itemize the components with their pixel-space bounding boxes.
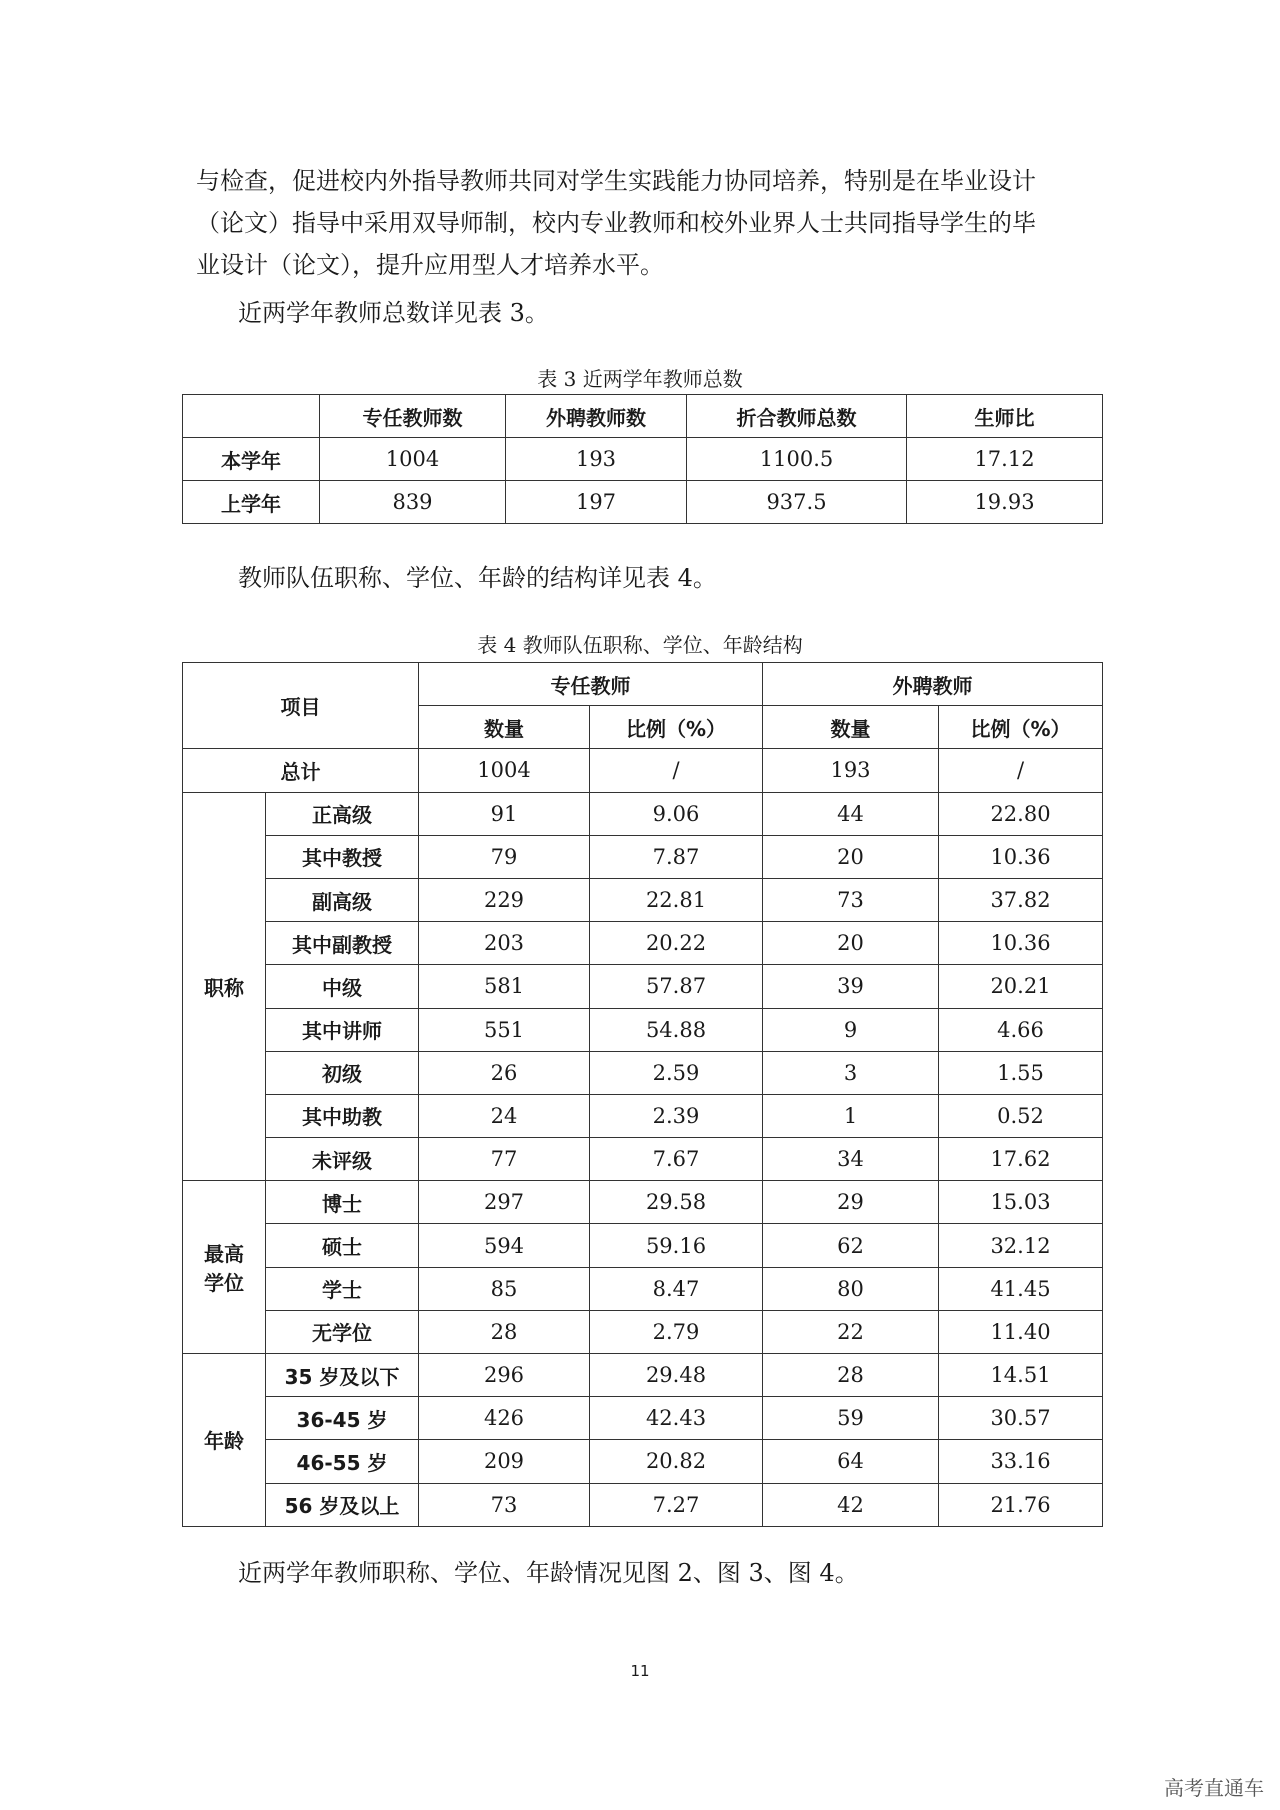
table4-body bbox=[183, 663, 1103, 1527]
table-cell: 9 bbox=[763, 1008, 939, 1051]
table-cell: 20 bbox=[763, 835, 939, 878]
page-number: 11 bbox=[630, 1662, 650, 1680]
table-cell: 54.88 bbox=[590, 1008, 763, 1051]
section-label-line: 学位 bbox=[204, 1271, 244, 1296]
item-header: 项目 bbox=[183, 663, 419, 749]
teacher-structure-table bbox=[182, 662, 1103, 1527]
table-cell: 7.27 bbox=[590, 1483, 763, 1526]
table-row bbox=[183, 792, 1103, 835]
table-cell: 28 bbox=[419, 1310, 590, 1353]
table-cell: 10.36 bbox=[939, 922, 1103, 965]
table-row bbox=[183, 922, 1103, 965]
table-cell: / bbox=[590, 749, 763, 792]
table-cell: 9.06 bbox=[590, 792, 763, 835]
table-cell: 62 bbox=[763, 1224, 939, 1267]
table-row bbox=[183, 1354, 1103, 1397]
count-header: 数量 bbox=[419, 706, 590, 749]
table-cell: 64 bbox=[763, 1440, 939, 1483]
table-cell: 1004 bbox=[320, 438, 506, 481]
table-cell: 59 bbox=[763, 1397, 939, 1440]
row-label: 副高级 bbox=[266, 878, 419, 921]
table-cell: 42 bbox=[763, 1483, 939, 1526]
table-cell: 229 bbox=[419, 878, 590, 921]
fulltime-header: 专任教师 bbox=[419, 663, 763, 706]
table-cell: 581 bbox=[419, 965, 590, 1008]
row-label: 其中教授 bbox=[266, 835, 419, 878]
table-cell: 594 bbox=[419, 1224, 590, 1267]
table-cell: 2.79 bbox=[590, 1310, 763, 1353]
table-row bbox=[183, 878, 1103, 921]
row-label: 未评级 bbox=[266, 1138, 419, 1181]
table-cell: 79 bbox=[419, 835, 590, 878]
table-cell: 10.36 bbox=[939, 835, 1103, 878]
total-row bbox=[183, 749, 1103, 792]
table-cell: 91 bbox=[419, 792, 590, 835]
row-label: 硕士 bbox=[266, 1224, 419, 1267]
table3-header-cell: 专任教师数 bbox=[320, 395, 506, 438]
table3-header-cell: 外聘教师数 bbox=[506, 395, 687, 438]
intro-line-1: 与检查，促进校内外指导教师共同对学生实践能力协同培养，特别是在毕业设计 bbox=[196, 167, 1036, 195]
row-label: 正高级 bbox=[266, 792, 419, 835]
table-cell: 29.48 bbox=[590, 1354, 763, 1397]
table-row bbox=[183, 1483, 1103, 1526]
table-cell: 73 bbox=[419, 1483, 590, 1526]
table-cell: 209 bbox=[419, 1440, 590, 1483]
teacher-total-table bbox=[182, 394, 1103, 524]
row-label: 36-45 岁 bbox=[266, 1397, 419, 1440]
table-cell: 7.67 bbox=[590, 1138, 763, 1181]
table-cell: 197 bbox=[506, 481, 687, 524]
table-cell: 17.12 bbox=[907, 438, 1103, 481]
table-cell: 39 bbox=[763, 965, 939, 1008]
table3-header-cell: 折合教师总数 bbox=[687, 395, 907, 438]
table-row bbox=[183, 1051, 1103, 1094]
table-row bbox=[183, 1094, 1103, 1137]
table-cell: 30.57 bbox=[939, 1397, 1103, 1440]
table-cell: 19.93 bbox=[907, 481, 1103, 524]
table-cell: 193 bbox=[763, 749, 939, 792]
table-cell: 22.80 bbox=[939, 792, 1103, 835]
row-label: 无学位 bbox=[266, 1310, 419, 1353]
table-cell: 32.12 bbox=[939, 1224, 1103, 1267]
table-cell: 15.03 bbox=[939, 1181, 1103, 1224]
table-row bbox=[183, 1310, 1103, 1353]
table-row bbox=[183, 1440, 1103, 1483]
row-label: 博士 bbox=[266, 1181, 419, 1224]
section-label: 年龄 bbox=[183, 1354, 266, 1527]
table-cell: / bbox=[939, 749, 1103, 792]
table3-caption: 表 3 近两学年教师总数 bbox=[537, 367, 743, 391]
row-label: 学士 bbox=[266, 1267, 419, 1310]
ratio-header: 比例（%） bbox=[590, 706, 763, 749]
table-row bbox=[183, 1397, 1103, 1440]
table4-reference: 教师队伍职称、学位、年龄的结构详见表 4。 bbox=[238, 564, 717, 592]
table-cell: 59.16 bbox=[590, 1224, 763, 1267]
table-cell: 33.16 bbox=[939, 1440, 1103, 1483]
table-cell: 20.22 bbox=[590, 922, 763, 965]
figure-reference: 近两学年教师职称、学位、年龄情况见图 2、图 3、图 4。 bbox=[238, 1559, 859, 1587]
table-cell: 839 bbox=[320, 481, 506, 524]
table-cell: 22 bbox=[763, 1310, 939, 1353]
row-label: 初级 bbox=[266, 1051, 419, 1094]
table3-header-cell bbox=[183, 395, 320, 438]
row-label: 其中副教授 bbox=[266, 922, 419, 965]
table-row bbox=[183, 1267, 1103, 1310]
table-cell: 42.43 bbox=[590, 1397, 763, 1440]
table-cell: 28 bbox=[763, 1354, 939, 1397]
table-row bbox=[183, 481, 1103, 524]
table-cell: 193 bbox=[506, 438, 687, 481]
table-cell: 20.82 bbox=[590, 1440, 763, 1483]
row-label: 其中助教 bbox=[266, 1094, 419, 1137]
table-row bbox=[183, 1181, 1103, 1224]
table-cell: 44 bbox=[763, 792, 939, 835]
table-cell: 8.47 bbox=[590, 1267, 763, 1310]
section-label-line: 最高 bbox=[204, 1242, 244, 1267]
table-cell: 14.51 bbox=[939, 1354, 1103, 1397]
table4-header-row bbox=[183, 663, 1103, 706]
table-cell: 57.87 bbox=[590, 965, 763, 1008]
table-row bbox=[183, 835, 1103, 878]
table-cell: 3 bbox=[763, 1051, 939, 1094]
table-cell: 11.40 bbox=[939, 1310, 1103, 1353]
table-cell: 7.87 bbox=[590, 835, 763, 878]
table-cell: 80 bbox=[763, 1267, 939, 1310]
table-row bbox=[183, 438, 1103, 481]
watermark: 高考直通车 bbox=[1164, 1776, 1264, 1800]
table-cell: 26 bbox=[419, 1051, 590, 1094]
table-cell: 2.39 bbox=[590, 1094, 763, 1137]
table-row bbox=[183, 1008, 1103, 1051]
table-cell: 426 bbox=[419, 1397, 590, 1440]
table-cell: 297 bbox=[419, 1181, 590, 1224]
table-cell: 1.55 bbox=[939, 1051, 1103, 1094]
row-label: 上学年 bbox=[183, 481, 320, 524]
table-cell: 0.52 bbox=[939, 1094, 1103, 1137]
table-cell: 41.45 bbox=[939, 1267, 1103, 1310]
table-cell: 203 bbox=[419, 922, 590, 965]
row-label: 35 岁及以下 bbox=[266, 1354, 419, 1397]
row-label: 本学年 bbox=[183, 438, 320, 481]
table-cell: 1 bbox=[763, 1094, 939, 1137]
table-cell: 296 bbox=[419, 1354, 590, 1397]
intro-line-3: 业设计（论文），提升应用型人才培养水平。 bbox=[196, 251, 664, 279]
intro-paragraph bbox=[196, 160, 1096, 286]
table-cell: 29 bbox=[763, 1181, 939, 1224]
table-cell: 17.62 bbox=[939, 1138, 1103, 1181]
table-cell: 22.81 bbox=[590, 878, 763, 921]
intro-line-2: （论文）指导中采用双导师制，校内专业教师和校外业界人士共同指导学生的毕 bbox=[196, 209, 1036, 237]
row-label: 其中讲师 bbox=[266, 1008, 419, 1051]
row-label: 中级 bbox=[266, 965, 419, 1008]
section-label: 职称 bbox=[183, 792, 266, 1181]
table-cell: 937.5 bbox=[687, 481, 907, 524]
count-header: 数量 bbox=[763, 706, 939, 749]
table-cell: 20.21 bbox=[939, 965, 1103, 1008]
table-row bbox=[183, 1224, 1103, 1267]
table-row bbox=[183, 1138, 1103, 1181]
table-cell: 77 bbox=[419, 1138, 590, 1181]
table4-caption: 表 4 教师队伍职称、学位、年龄结构 bbox=[477, 633, 803, 657]
external-header: 外聘教师 bbox=[763, 663, 1103, 706]
table3-reference: 近两学年教师总数详见表 3。 bbox=[238, 299, 549, 327]
table-cell: 73 bbox=[763, 878, 939, 921]
table-cell: 24 bbox=[419, 1094, 590, 1137]
table-cell: 20 bbox=[763, 922, 939, 965]
row-label: 56 岁及以上 bbox=[266, 1483, 419, 1526]
table-cell: 37.82 bbox=[939, 878, 1103, 921]
table3-header-row bbox=[183, 395, 1103, 438]
table-cell: 1004 bbox=[419, 749, 590, 792]
table-row bbox=[183, 965, 1103, 1008]
table-cell: 4.66 bbox=[939, 1008, 1103, 1051]
table3-header-cell: 生师比 bbox=[907, 395, 1103, 438]
table-cell: 29.58 bbox=[590, 1181, 763, 1224]
table-cell: 21.76 bbox=[939, 1483, 1103, 1526]
table-cell: 551 bbox=[419, 1008, 590, 1051]
row-label: 46-55 岁 bbox=[266, 1440, 419, 1483]
table-cell: 1100.5 bbox=[687, 438, 907, 481]
table-cell: 34 bbox=[763, 1138, 939, 1181]
table-cell: 85 bbox=[419, 1267, 590, 1310]
total-label: 总计 bbox=[183, 749, 419, 792]
ratio-header: 比例（%） bbox=[939, 706, 1103, 749]
table-cell: 2.59 bbox=[590, 1051, 763, 1094]
section-label bbox=[183, 1181, 266, 1354]
